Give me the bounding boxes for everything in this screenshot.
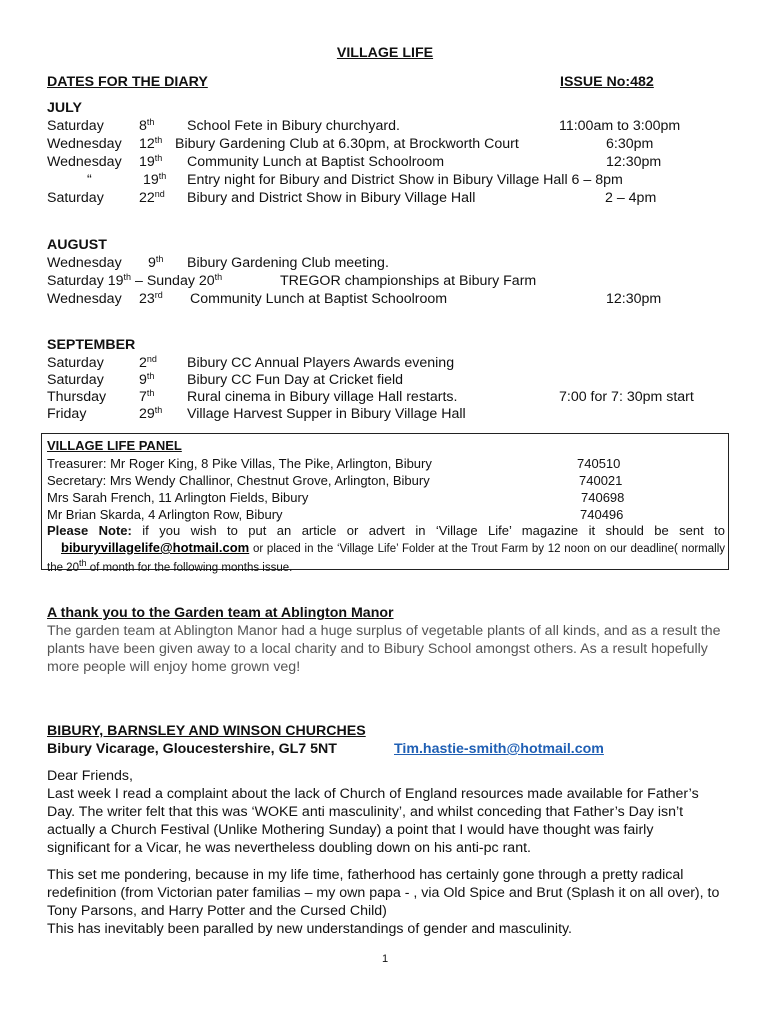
letter-paragraph: This set me pondering, because in my life time, fatherhood has certainly gone through a pretty radical redefinition (from Victorian pater familias – my own papa - , via Old Spice and Brut (Splash it on all over), to Tony Parsons, and Harry Potter and the Cursed Child)	[47, 867, 720, 919]
churches-heading: BIBURY, BARNSLEY AND WINSON CHURCHES	[47, 723, 366, 739]
panel-phone: 740698	[581, 490, 625, 505]
panel-phone: 740496	[580, 507, 624, 522]
newsletter-page: VILLAGE LIFE DATES FOR THE DIARY ISSUE No:482 JULY Saturday 8th School Fete in Bibury churchyard. 11:00am to 3:00pm Wednesday 12th Bibury Gardening Club at 6.30pm, at Brockworth Court 6:30pm Wednesday 19th Community Lunch at Baptist Schoolroom 12:30pm “ 19th Entry night for Bibury and District Show in Bibury Village Hall 6 – 8pm Saturday 22nd Bibury and District Show in Bibury Village Hall 2 – 4pm AUGUST Wednesday 9th Bibury Gardening Club meeting. Saturday 19th – Sunday 20th TREGOR championships at Bibury Farm Wednesday 23rd Community Lunch at Baptist Schoolroom 12:30pm SEPTEMBER Saturday 2nd Bibury CC Annual Players Awards evening Saturday 9th Bibury CC Fun Day at Cricket field Thursday 7th Rural cinema in Bibury village Hall restarts. 7:00 for 7: 30pm start Friday 29th Village Harvest Supper in Bibury Village Hall VILLAGE LIFE PANEL Treasurer: Mr Roger King, 8 Pike Villas, The Pike, Arlington, Bibury 740510 Secretary: Mrs Wendy Challinor, Chestnut Grove, Arlington, Bibury 740021 Mrs Sarah French, 11 Arlington Fields, Bibury 740698 Mr Brian Skarda, 4 Arlington Row, Bibury 740496 Please Note: if you wish to put an article or advert in ‘Village Life’ magazine it should be sent to biburyvillagelife@hotmail.com or placed in the ‘Village Life’ Folder at the Trout Farm by 12 noon on our deadline( normally the 20th of month for the following months issue. A thank you to the Garden team at Ablington Manor The garden team at Ablington Manor had a huge surplus of vegetable plants of all kinds, and as a result the plants have been given away to a local charity and to Bibury School amongst others. As a result hopefully more people will enjoy home grown veg! BIBURY, BARNSLEY AND WINSON CHURCHES Bibury Vicarage, Gloucestershire, GL7 5NT Tim.hastie-smith@hotmail.com Dear Friends, Last week I read a complaint about the lack of Church of England resources made available for Father’s Day. The writer felt that this was ‘WOKE anti masculinity’, and whilst conceding that Father’s Day isn’t actually a Church Festival (Unlike Mothering Sunday) a point that I would have thought was fairly significant for a Vicar, he was nevertheless doubling down on his anti-pc rant. This set me pondering, because in my life time, fatherhood has certainly gone through a pretty radical redefinition (from Victorian pater familias – my own papa - , via Old Spice and Brut (Splash it on all over), to Tony Parsons, and Harry Potter and the Cursed Child) This has inevitably been paralled by new understandings of gender and masculinity. 1	[0, 0, 770, 1024]
letter-greeting: Dear Friends,	[47, 768, 133, 784]
village-life-panel-box	[41, 433, 729, 574]
panel-member: Treasurer: Mr Roger King, 8 Pike Villas, The Pike, Arlington, Bibury	[47, 456, 432, 471]
month-heading-july: JULY	[47, 100, 82, 116]
panel-title: VILLAGE LIFE PANEL	[47, 438, 182, 453]
diary-heading: DATES FOR THE DIARY	[47, 74, 208, 90]
panel-member: Secretary: Mrs Wendy Challinor, Chestnut Grove, Arlington, Bibury	[47, 473, 430, 488]
page-title: VILLAGE LIFE	[336, 45, 434, 61]
panel-note: Please Note: if you wish to put an article or advert in ‘Village Life’ magazine it should be sent to biburyvillagelife@hotmail.com or placed in the ‘Village Life’ Folder at the Trout Farm by 12 noon on our deadline( normally the 20th of month for the following months issue.	[47, 523, 725, 574]
page-number: 1	[381, 953, 389, 965]
panel-email-link[interactable]: biburyvillagelife@hotmail.com	[61, 540, 250, 555]
month-heading-september: SEPTEMBER	[47, 337, 136, 353]
panel-phone: 740510	[577, 456, 621, 471]
letter-paragraph: Last week I read a complaint about the lack of Church of England resources made available for Father’s Day. The writer felt that this was ‘WOKE anti masculinity’, and whilst conceding that Father’s Day isn’t actually a Church Festival (Unlike Mothering Sunday) a point that I would have thought was fairly significant for a Vicar, he was nevertheless doubling down on his anti-pc rant.	[47, 786, 699, 856]
note-label: Please Note:	[47, 523, 132, 538]
thanks-body: The garden team at Ablington Manor had a huge surplus of vegetable plants of all kinds, and as a result the plants have been given away to a local charity and to Bibury School amongst others. As a result hopefully more people will enjoy home grown veg!	[47, 623, 721, 675]
vicar-email-link[interactable]: Tim.hastie-smith@hotmail.com	[394, 741, 604, 757]
panel-member: Mrs Sarah French, 11 Arlington Fields, Bibury	[47, 490, 309, 505]
issue-number: ISSUE No:482	[560, 74, 654, 90]
month-heading-august: AUGUST	[47, 237, 107, 253]
thanks-heading: A thank you to the Garden team at Ablington Manor	[47, 605, 394, 621]
panel-member: Mr Brian Skarda, 4 Arlington Row, Bibury	[47, 507, 283, 522]
letter-paragraph: This has inevitably been paralled by new understandings of gender and masculinity.	[47, 921, 572, 937]
panel-phone: 740021	[579, 473, 623, 488]
